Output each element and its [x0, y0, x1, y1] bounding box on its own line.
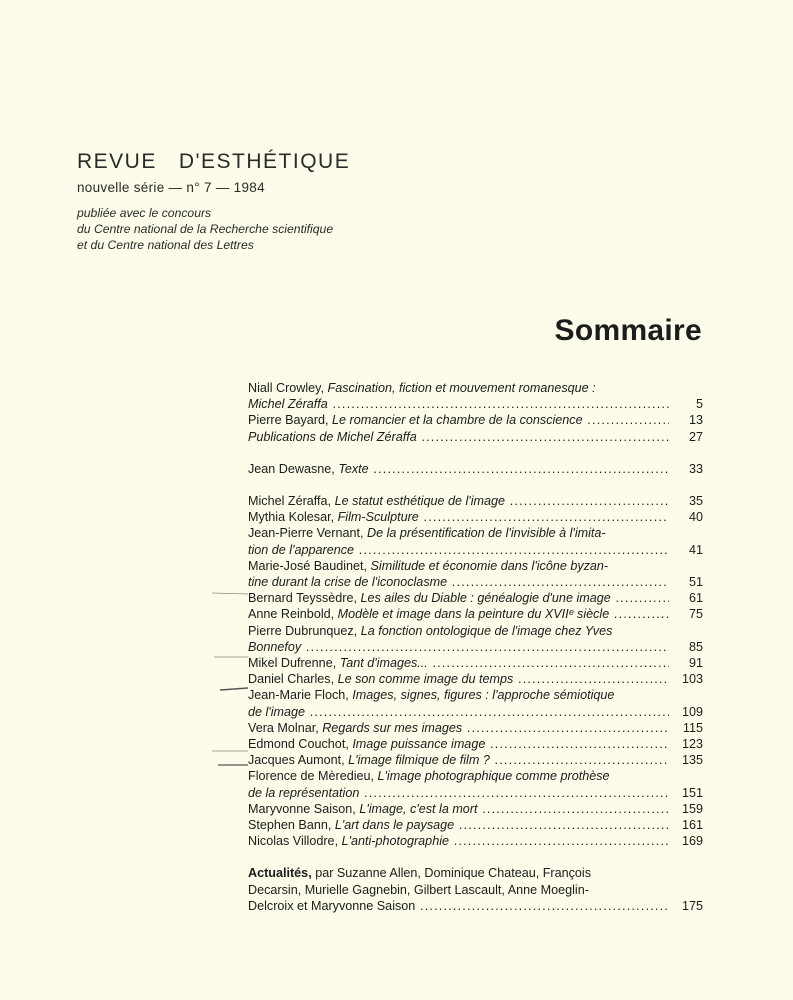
entry-title: Image puissance image	[352, 737, 486, 752]
toc-entry	[248, 736, 703, 752]
toc-entry	[248, 655, 703, 671]
entry-page: 123	[681, 737, 703, 752]
entry-page: 91	[688, 656, 703, 671]
entry-author: Pierre Bayard,	[248, 413, 332, 428]
entry-title-continued: tine durant la crise de l'iconoclasme	[248, 575, 448, 590]
entry-author: Jacques Aumont,	[248, 753, 349, 768]
toc-entry	[248, 801, 703, 817]
sponsor-line: et du Centre national des Lettres	[77, 238, 254, 252]
entry-title-continued: tion de l'apparence	[248, 542, 355, 557]
entry-title: Texte	[338, 461, 369, 476]
toc-entry	[248, 509, 703, 525]
entry-title: L'anti-photographie	[341, 834, 449, 849]
entry-page: 169	[681, 834, 703, 849]
entry-title: Les ailes du Diable : généalogie d'une image	[360, 591, 611, 606]
entry-author: Maryvonne Saison,	[248, 801, 360, 816]
entry-page: 33	[688, 461, 703, 476]
entry-author: Mikel Dufrenne,	[248, 656, 340, 671]
toc-entry	[248, 817, 703, 833]
entry-page: 51	[688, 575, 703, 590]
entry-page: 109	[681, 704, 703, 719]
toc-entry	[248, 720, 703, 736]
entry-title: L'image, c'est la mort	[359, 801, 478, 816]
entry-page: 75	[688, 607, 703, 622]
toc-entry	[248, 768, 703, 800]
toc-entry-actualites	[248, 865, 703, 914]
entry-page: 41	[688, 542, 703, 557]
entry-author: Bernard Teyssèdre,	[248, 591, 361, 606]
toc-entry	[248, 558, 703, 590]
toc-entry	[248, 525, 703, 557]
toc-entry	[248, 590, 703, 606]
entry-title-continued: de la représentation	[248, 785, 360, 800]
toc-entry	[248, 671, 703, 687]
masthead	[77, 150, 350, 253]
entry-page: 5	[695, 397, 703, 412]
entry-title: Le romancier et la chambre de la conscience	[332, 413, 583, 428]
entry-page: 161	[681, 818, 703, 833]
sommaire-heading: Sommaire	[554, 314, 702, 347]
entry-title: Film-Sculpture	[337, 510, 419, 525]
entry-title: Images, signes, figures : l'approche sémiotique	[352, 688, 615, 703]
entry-title: La fonction ontologique de l'image chez Yves	[360, 623, 613, 638]
toc-entry	[248, 380, 703, 412]
actualites-authors: par Suzanne Allen, Dominique Chateau, François	[311, 866, 592, 881]
entry-page: 175	[681, 898, 703, 913]
actualites-authors-end: Delcroix et Maryvonne Saison	[248, 898, 416, 913]
entry-page: 27	[688, 429, 703, 444]
entry-page: 61	[688, 591, 703, 606]
toc-entry	[248, 461, 703, 477]
actualites-label: Actualités,	[248, 866, 312, 881]
toc-entry	[248, 429, 703, 445]
pencil-mark	[210, 762, 250, 768]
pencil-mark	[210, 590, 250, 596]
entry-page: 85	[688, 639, 703, 654]
entry-title: L'art dans le paysage	[334, 818, 455, 833]
pencil-mark	[210, 748, 250, 754]
toc-entry	[248, 606, 703, 622]
sponsors	[77, 205, 350, 253]
entry-author: Jean Dewasne,	[248, 461, 339, 476]
entry-author: Florence de Mèredieu,	[248, 769, 378, 784]
table-of-contents	[248, 380, 703, 914]
entry-title-continued: de l'image	[248, 704, 306, 719]
entry-title-continued: Michel Zéraffa	[248, 397, 328, 412]
entry-title: Tant d'images...	[339, 656, 428, 671]
entry-author: Mythia Kolesar,	[248, 510, 338, 525]
pencil-mark	[210, 654, 250, 660]
entry-author: Edmond Couchot,	[248, 737, 353, 752]
entry-author: Niall Crowley,	[248, 381, 328, 395]
toc-entry	[248, 493, 703, 509]
entry-author: Jean-Pierre Vernant,	[248, 526, 368, 541]
entry-title: Regards sur mes images	[322, 720, 463, 735]
toc-entry	[248, 833, 703, 849]
toc-entry	[248, 623, 703, 655]
entry-title: Modèle et image dans la peinture du XVIIᵉ siècle	[337, 607, 610, 622]
entry-author: Vera Molnar,	[248, 720, 323, 735]
entry-page: 151	[681, 785, 703, 800]
toc-entry	[248, 687, 703, 719]
series-line: nouvelle série — n° 7 — 1984	[77, 180, 265, 195]
pencil-mark	[210, 686, 250, 692]
entry-page: 40	[688, 510, 703, 525]
entry-author: Nicolas Villodre,	[248, 834, 342, 849]
entry-title: Le son comme image du temps	[337, 672, 514, 687]
entry-page: 103	[681, 672, 703, 687]
sponsor-line: du Centre national de la Recherche scientifique	[77, 222, 334, 236]
entry-author: Marie-José Baudinet,	[248, 558, 371, 573]
toc-entry	[248, 412, 703, 428]
entry-title: Publications de Michel Zéraffa	[248, 429, 417, 444]
journal-title: REVUE D'ESTHÉTIQUE	[77, 150, 351, 173]
entry-title: Fascination, fiction et mouvement romanesque :	[327, 381, 596, 395]
entry-page: 159	[681, 801, 703, 816]
entry-title: L'image filmique de film ?	[348, 753, 490, 768]
entry-title: L'image photographique comme prothèse	[377, 769, 610, 784]
toc-entry	[248, 752, 703, 768]
entry-author: Daniel Charles,	[248, 672, 338, 687]
entry-title-continued: Bonnefoy	[248, 639, 302, 654]
entry-author: Anne Reinbold,	[248, 607, 338, 622]
entry-title: Le statut esthétique de l'image	[334, 494, 505, 509]
entry-author: Jean-Marie Floch,	[248, 688, 353, 703]
entry-author: Pierre Dubrunquez,	[248, 623, 361, 638]
entry-page: 35	[688, 494, 703, 509]
entry-page: 13	[688, 413, 703, 428]
entry-title: De la présentification de l'invisible à l'imita-	[367, 526, 606, 541]
entry-author: Michel Zéraffa,	[248, 494, 335, 509]
entry-title: Similitude et économie dans l'icône byzan-	[370, 558, 609, 573]
sponsor-line: publiée avec le concours	[77, 206, 212, 220]
entry-page: 135	[681, 753, 703, 768]
entry-page: 115	[682, 720, 703, 735]
entry-author: Stephen Bann,	[248, 818, 335, 833]
actualites-authors-continued: Decarsin, Murielle Gagnebin, Gilbert Lascault, Anne Moeglin-	[248, 882, 589, 897]
